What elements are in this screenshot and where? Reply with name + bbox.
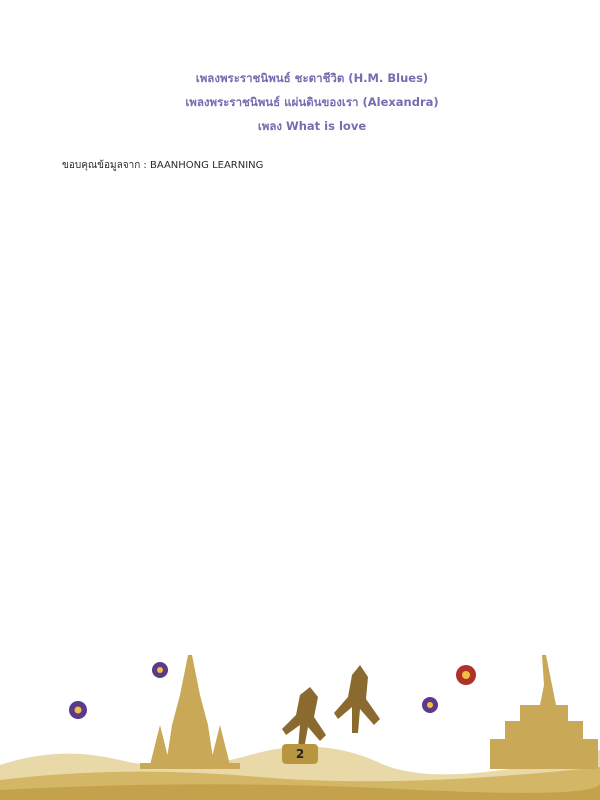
khon-dancer-figures	[282, 665, 380, 749]
section-alexandra	[62, 94, 562, 110]
source-credit: ขอบคุณข้อมูลจาก : BAANHONG LEARNING	[62, 160, 264, 171]
page-number: 2	[295, 747, 305, 761]
section-title: เพลงพระราชนิพนธ์ ชะตาชีวิต (H.M. Blues)	[195, 71, 429, 85]
temple-spire-right	[490, 655, 598, 769]
section-what-is-love	[62, 118, 562, 134]
thai-temple-footer-illustration	[0, 655, 600, 800]
article-body	[62, 70, 562, 173]
section-hm-blues	[62, 70, 562, 86]
lotus-flower-icon	[69, 662, 476, 719]
section-title: เพลง What is love	[257, 119, 367, 133]
section-title: เพลงพระราชนิพนธ์ แผ่นดินของเรา (Alexandra)	[185, 95, 439, 109]
